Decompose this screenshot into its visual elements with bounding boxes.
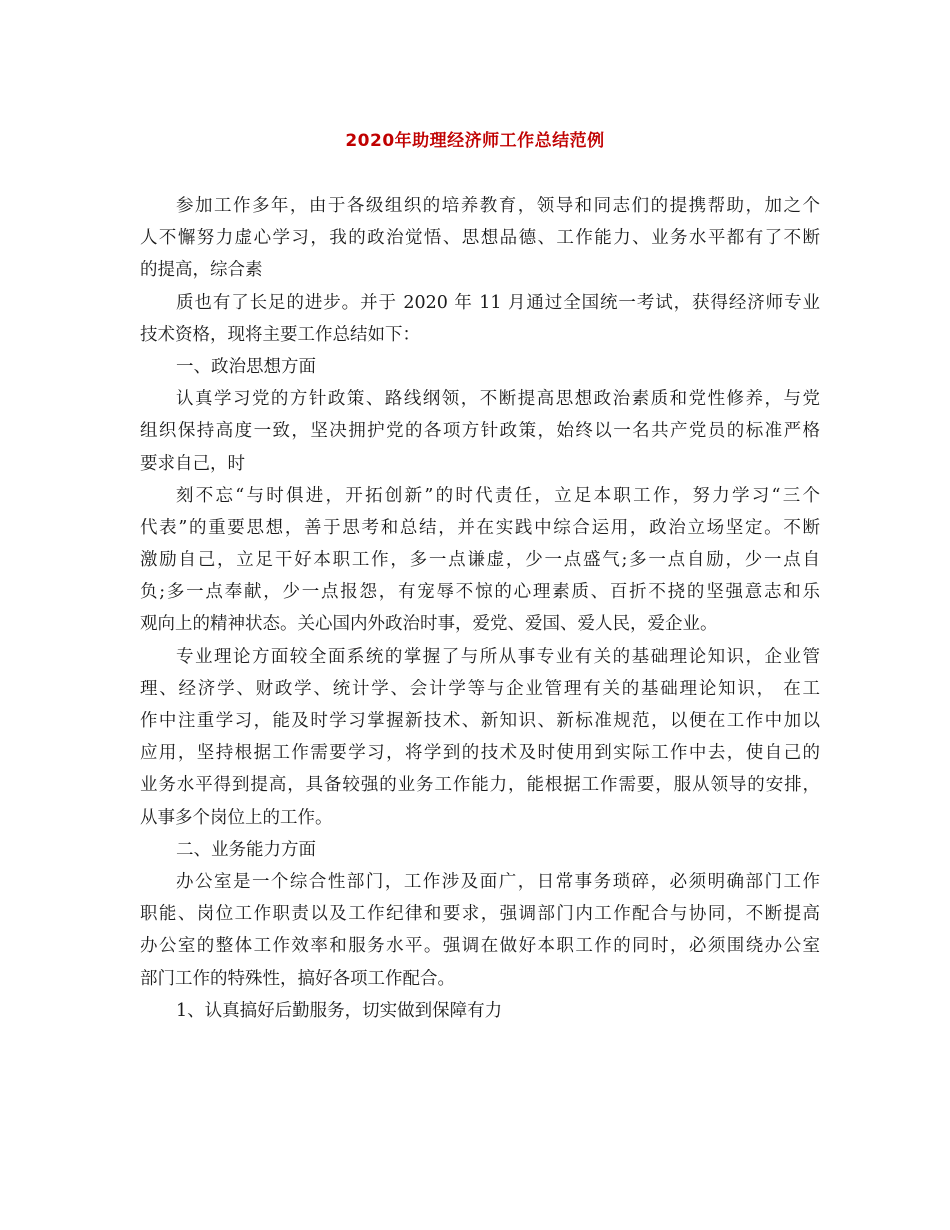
paragraph-line: 从事多个岗位上的工作。 xyxy=(140,807,333,828)
paragraph-line: 办公室的整体工作效率和服务水平。强调在做好本职工作的同时，必须围绕办公室 xyxy=(140,936,820,957)
paragraph-line: 认真学习党的方针政策、路线纲领，不断提高思想政治素质和党性修养，与党 xyxy=(176,389,820,410)
paragraph-line: 负;多一点奉献，少一点报怨，有宠辱不惊的心理素质、百折不挠的坚强意志和乐 xyxy=(140,582,820,603)
paragraph-line: 专业理论方面较全面系统的掌握了与所从事专业有关的基础理论知识，企业管 xyxy=(176,646,820,667)
paragraph-line: 业务水平得到提高，具备较强的业务工作能力，能根据工作需要，服从领导的安排， xyxy=(140,775,820,796)
section-heading: 一、政治思想方面 xyxy=(176,356,316,377)
paragraph-line: 人不懈努力虚心学习，我的政治觉悟、思想品德、工作能力、业务水平都有了不断 xyxy=(140,228,820,249)
subsection-heading: 1、认真搞好后勤服务，切实做到保障有力 xyxy=(176,1000,503,1021)
paragraph-line: 组织保持高度一致，坚决拥护党的各项方针政策，始终以一名共产党员的标准严格 xyxy=(140,421,820,442)
document-title: 2020年助理经济师工作总结范例 xyxy=(345,131,605,151)
paragraph-line: 办公室是一个综合性部门，工作涉及面广，日常事务琐碎，必须明确部门工作 xyxy=(176,871,820,892)
paragraph-line: 作中注重学习，能及时学习掌握新技术、新知识、新标准规范，以便在工作中加以 xyxy=(140,711,820,731)
paragraph-line: 部门工作的特殊性，搞好各项工作配合。 xyxy=(140,968,455,989)
section-heading: 二、业务能力方面 xyxy=(176,839,316,860)
paragraph-line: 代表”的重要思想，善于思考和总结，并在实践中综合运用，政治立场坚定。不断 xyxy=(140,517,820,538)
paragraph-line: 要求自己，时 xyxy=(140,453,245,474)
paragraph-line: 理、经济学、财政学、统计学、会计学等与企业管理有关的基础理论知识， 在工 xyxy=(140,678,820,699)
paragraph-line: 激励自己，立足干好本职工作，多一点谦虚，少一点盛气;多一点自励，少一点自 xyxy=(140,550,820,571)
paragraph-line: 应用，坚持根据工作需要学习，将学到的技术及时使用到实际工作中去，使自己的 xyxy=(140,743,820,764)
paragraph-line: 的提高，综合素 xyxy=(140,260,263,281)
paragraph-line: 观向上的精神状态。关心国内外政治时事，爱党、爱国、爱人民，爱企业。 xyxy=(140,614,718,635)
paragraph-line: 刻不忘“与时俱进，开拓创新”的时代责任，立足本职工作，努力学习“三个 xyxy=(176,485,820,506)
paragraph-line: 参加工作多年，由于各级组织的培养教育，领导和同志们的提携帮助，加之个 xyxy=(176,196,820,216)
paragraph-line: 职能、岗位工作职责以及工作纪律和要求，强调部门内工作配合与协同，不断提高 xyxy=(140,904,820,925)
paragraph-line: 技术资格，现将主要工作总结如下： xyxy=(140,324,420,345)
document-body xyxy=(140,190,820,1027)
paragraph-line: 质也有了长足的进步。并于 2020 年 11 月通过全国统一考试，获得经济师专业 xyxy=(176,292,820,313)
